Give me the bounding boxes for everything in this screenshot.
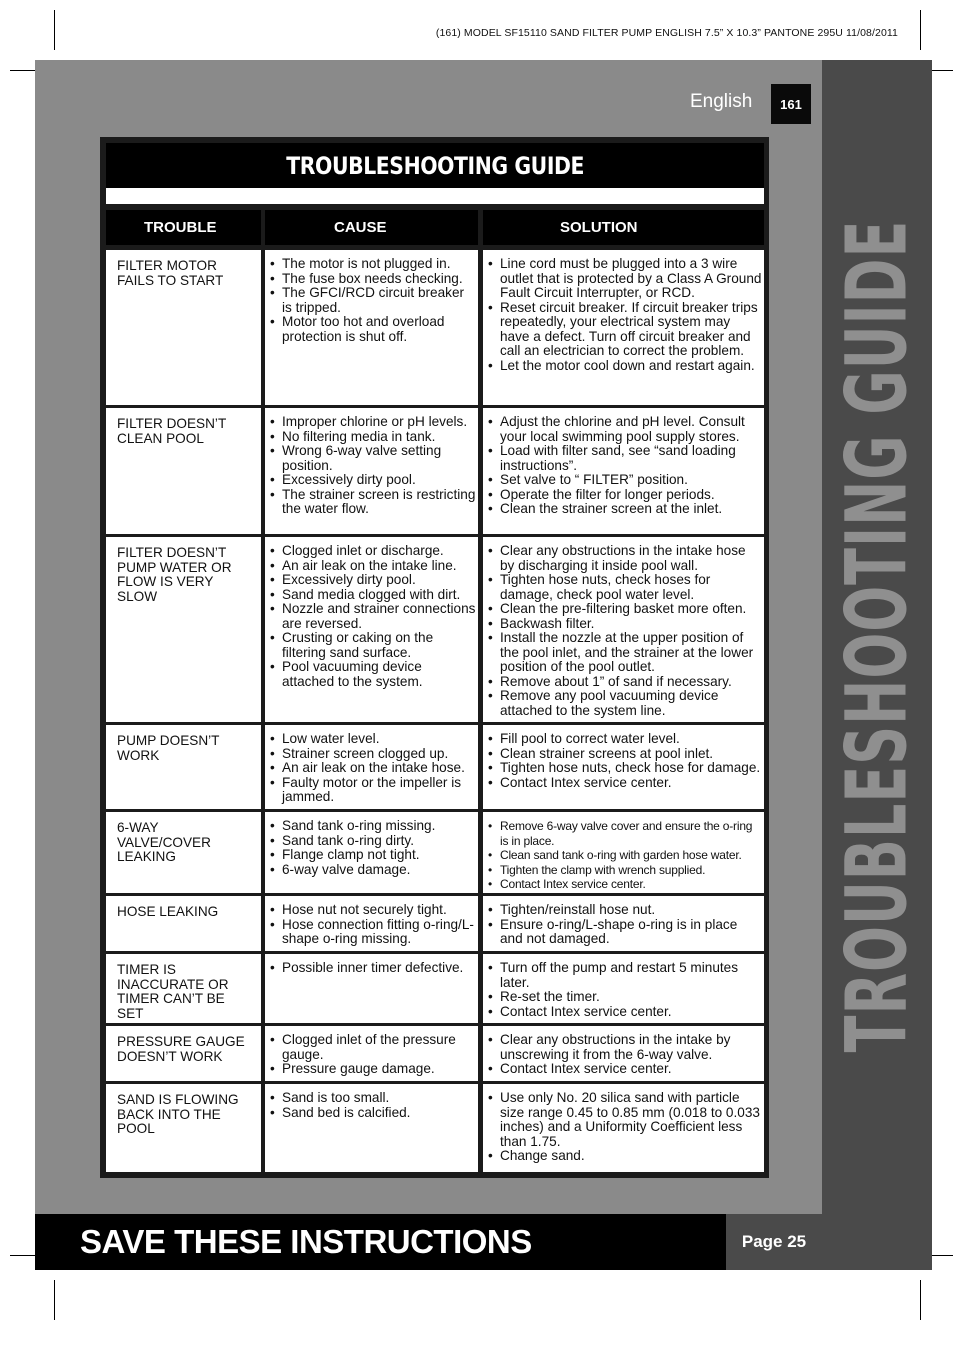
- print-header: (161) MODEL SF15110 SAND FILTER PUMP ENGLISH 7.5” X 10.3” PANTONE 295U 11/08/2011: [435, 27, 898, 39]
- cause-item: • Excessively dirty pool.: [268, 473, 476, 488]
- cause-item: • Clogged inlet of the pressure gauge.: [268, 1033, 476, 1062]
- guide-title: [106, 143, 764, 188]
- solution-cell-list: [486, 732, 762, 790]
- footer-title: SAVE THESE INSTRUCTIONS: [80, 1223, 532, 1260]
- cause-item: • The fuse box needs checking.: [268, 272, 476, 287]
- solution-item: • Turn off the pump and restart 5 minutes later.: [486, 961, 762, 990]
- cause-item: • No filtering media in tank.: [268, 430, 476, 445]
- solution-item: • Fill pool to correct water level.: [486, 732, 762, 747]
- trouble-cell: HOSE LEAKING: [106, 896, 261, 951]
- cause-item: • Clogged inlet or discharge.: [268, 544, 476, 559]
- header-solution: [483, 210, 764, 245]
- side-panel: [822, 60, 932, 1270]
- cause-cell: [265, 250, 478, 405]
- solution-cell: [483, 537, 764, 722]
- trouble-cell: TIMER IS INACCURATE OR TIMER CAN’T BE SET: [106, 954, 261, 1023]
- trouble-cell: PRESSURE GAUGE DOESN’T WORK: [106, 1026, 261, 1081]
- trouble-cell: SAND IS FLOWING BACK INTO THE POOL: [106, 1084, 261, 1172]
- cause-item: • Wrong 6-way valve setting position.: [268, 444, 476, 473]
- cause-cell-list: [268, 415, 476, 517]
- cause-item: • Sand is too small.: [268, 1091, 476, 1106]
- cause-item: • Flange clamp not tight.: [268, 848, 476, 863]
- solution-cell: [483, 896, 764, 951]
- header-cause: [265, 210, 478, 245]
- solution-item: • Line cord must be plugged into a 3 wire outlet that is protected by a Class A Ground Fault Circuit Interrupter, or RCD.: [486, 257, 762, 301]
- cause-cell-list: [268, 544, 476, 689]
- header-cause-label: CAUSE: [334, 219, 387, 236]
- cause-cell: [265, 896, 478, 951]
- cause-item: • Crusting or caking on the filtering sand surface.: [268, 631, 476, 660]
- cause-cell: [265, 812, 478, 893]
- solution-item: • Tighten hose nuts, check hose for damage.: [486, 761, 762, 776]
- cause-cell-list: [268, 961, 476, 976]
- cause-item: • Excessively dirty pool.: [268, 573, 476, 588]
- cause-cell: [265, 1084, 478, 1172]
- cause-item: • The GFCI/RCD circuit breaker is tripped.: [268, 286, 476, 315]
- solution-item: • Tighten hose nuts, check hoses for damage, check pool water level.: [486, 573, 762, 602]
- solution-item: • Use only No. 20 silica sand with particle size range 0.45 to 0.85 mm (0.018 to 0.033 inches) and a Uniformity Coefficient less than 1.75.: [486, 1091, 762, 1149]
- cause-cell: [265, 408, 478, 534]
- side-title: TROUBLESHOOTING GUIDE: [828, 219, 926, 1053]
- solution-cell: [483, 954, 764, 1023]
- solution-item: • Re-set the timer.: [486, 990, 762, 1005]
- solution-item: • Operate the filter for longer periods.: [486, 488, 762, 503]
- trouble-cell: PUMP DOESN’T WORK: [106, 725, 261, 809]
- title-divider: [106, 188, 764, 204]
- cause-cell-list: [268, 903, 476, 947]
- solution-item: • Clear any obstructions in the intake by unscrewing it from the 6-way valve.: [486, 1033, 762, 1062]
- trouble-cell: FILTER DOESN’T PUMP WATER OR FLOW IS VERY SLOW: [106, 537, 261, 722]
- solution-item: • Clear any obstructions in the intake hose by discharging it inside pool wall.: [486, 544, 762, 573]
- cause-cell: [265, 1026, 478, 1081]
- solution-item: • Contact Intex service center.: [486, 1005, 762, 1020]
- cause-item: • The motor is not plugged in.: [268, 257, 476, 272]
- cause-item: • Hose nut not securely tight.: [268, 903, 476, 918]
- solution-item: • Contact Intex service center.: [486, 776, 762, 791]
- cause-cell: [265, 725, 478, 809]
- solution-item: • Install the nozzle at the upper position of the pool inlet, and the strainer at the lower position of the pool outlet.: [486, 631, 762, 675]
- cause-item: • Sand tank o-ring dirty.: [268, 834, 476, 849]
- cause-cell-list: [268, 732, 476, 805]
- cause-cell-list: [268, 257, 476, 344]
- crop-mark: [920, 10, 921, 50]
- solution-item: • Load with filter sand, see “sand loading instructions”.: [486, 444, 762, 473]
- cause-item: • Possible inner timer defective.: [268, 961, 476, 976]
- solution-item: • Clean the strainer screen at the inlet.: [486, 502, 762, 517]
- cause-item: • Sand tank o-ring missing.: [268, 819, 476, 834]
- solution-item: • Remove about 1” of sand if necessary.: [486, 675, 762, 690]
- trouble-cell: 6-WAY VALVE/COVER LEAKING: [106, 812, 261, 893]
- solution-item: • Contact Intex service center.: [486, 877, 762, 892]
- solution-item: • Set valve to “ FILTER” position.: [486, 473, 762, 488]
- solution-item: • Remove 6-way valve cover and ensure the o-ring is in place.: [486, 819, 762, 848]
- cause-cell-list: [268, 1091, 476, 1120]
- header-solution-label: SOLUTION: [560, 219, 638, 236]
- cause-item: • Pressure gauge damage.: [268, 1062, 476, 1077]
- cause-cell: [265, 954, 478, 1023]
- cause-cell: [265, 537, 478, 722]
- cause-item: • Faulty motor or the impeller is jammed.: [268, 776, 476, 805]
- cause-item: • Nozzle and strainer connections are reversed.: [268, 602, 476, 631]
- footer-bar: [35, 1214, 726, 1270]
- cause-item: • An air leak on the intake hose.: [268, 761, 476, 776]
- solution-item: • Adjust the chlorine and pH level. Consult your local swimming pool supply stores.: [486, 415, 762, 444]
- cause-item: • Hose connection fitting o-ring/L-shape o-ring missing.: [268, 918, 476, 947]
- crop-mark: [54, 10, 55, 50]
- header-trouble-label: TROUBLE: [144, 219, 217, 236]
- page-code-tab: 161: [771, 84, 811, 124]
- trouble-cell: FILTER MOTOR FAILS TO START: [106, 250, 261, 405]
- cause-item: • Sand bed is calcified.: [268, 1106, 476, 1121]
- solution-item: • Contact Intex service center.: [486, 1062, 762, 1077]
- solution-item: • Change sand.: [486, 1149, 762, 1164]
- solution-cell-list: [486, 1091, 762, 1164]
- trouble-cell: FILTER DOESN’T CLEAN POOL: [106, 408, 261, 534]
- solution-item: • Backwash filter.: [486, 617, 762, 632]
- solution-cell: [483, 408, 764, 534]
- cause-cell-list: [268, 1033, 476, 1077]
- solution-item: • Clean the pre-filtering basket more often.: [486, 602, 762, 617]
- solution-item: • Reset circuit breaker. If circuit breaker trips repeatedly, your electrical system may have a defect. Turn off circuit breaker and call an electrician to correct the problem.: [486, 301, 762, 359]
- solution-cell: [483, 812, 764, 893]
- cause-cell-list: [268, 819, 476, 877]
- solution-cell-list: [486, 415, 762, 517]
- guide-title-text: TROUBLESHOOTING GUIDE: [286, 151, 584, 180]
- solution-cell: [483, 1026, 764, 1081]
- solution-cell: [483, 725, 764, 809]
- solution-item: • Clean strainer screens at pool inlet.: [486, 747, 762, 762]
- solution-cell-list: [486, 1033, 762, 1077]
- solution-cell: [483, 1084, 764, 1172]
- solution-item: • Clean sand tank o-ring with garden hose water.: [486, 848, 762, 863]
- crop-mark: [920, 1280, 921, 1320]
- language-label: English: [690, 91, 753, 112]
- cause-item: • An air leak on the intake line.: [268, 559, 476, 574]
- solution-cell-list: [486, 544, 762, 718]
- solution-cell-list: [486, 257, 762, 373]
- solution-cell: [483, 250, 764, 405]
- solution-item: • Remove any pool vacuuming device attached to the system line.: [486, 689, 762, 718]
- cause-item: • Sand media clogged with dirt.: [268, 588, 476, 603]
- crop-mark: [54, 1280, 55, 1320]
- solution-item: • Let the motor cool down and restart again.: [486, 359, 762, 374]
- solution-item: • Ensure o-ring/L-shape o-ring is in place and not damaged.: [486, 918, 762, 947]
- cause-item: • Strainer screen clogged up.: [268, 747, 476, 762]
- solution-cell-list: [486, 903, 762, 947]
- solution-cell-list: [486, 961, 762, 1019]
- solution-item: • Tighten the clamp with wrench supplied.: [486, 863, 762, 878]
- header-trouble: [106, 210, 261, 245]
- page-number: Page 25: [726, 1214, 822, 1270]
- cause-item: • Motor too hot and overload protection is shut off.: [268, 315, 476, 344]
- cause-item: • Pool vacuuming device attached to the system.: [268, 660, 476, 689]
- solution-item: • Tighten/reinstall hose nut.: [486, 903, 762, 918]
- cause-item: • 6-way valve damage.: [268, 863, 476, 878]
- solution-cell-list: [486, 819, 762, 892]
- cause-item: • Low water level.: [268, 732, 476, 747]
- cause-item: • Improper chlorine or pH levels.: [268, 415, 476, 430]
- cause-item: • The strainer screen is restricting the water flow.: [268, 488, 476, 517]
